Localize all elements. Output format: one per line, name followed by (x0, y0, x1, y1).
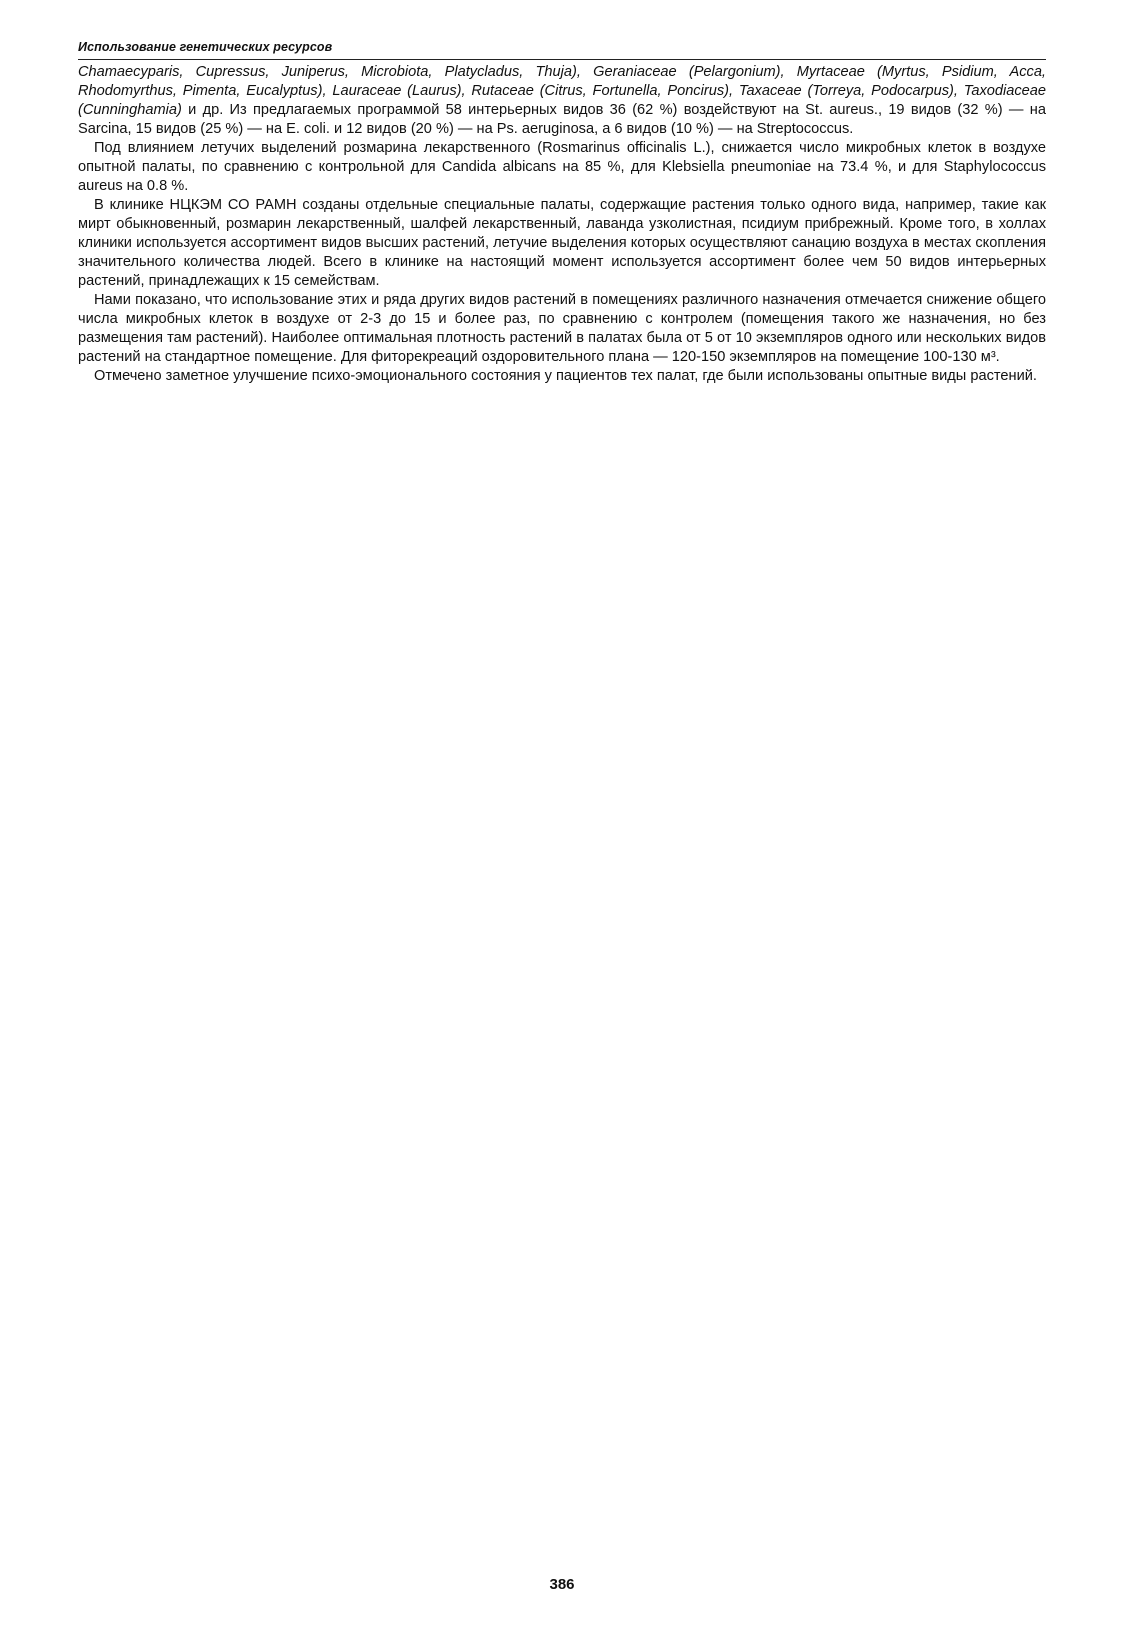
paragraph-5: Отмечено заметное улучшение психо-эмоционального состояния у пациентов тех палат, где были использованы опытные виды растений. (94, 368, 1037, 384)
paragraph-4: Нами показано, что использование этих и ряда других видов растений в помещениях различного назначения отмечается снижение общего числа микробных клеток в воздухе от 2-3 до 15 и более раз, по сравнению с контролем (помещения такого же назначения, но без размещения там растений). Наиболее оптимальная плотность растений в палатах была от 5 от 10 экземпляров одного или нескольких видов растений на стандартное помещение. Для фиторекреаций оздоровительного плана — 120-150 экземпляров на помещение 100-130 м³. (78, 292, 1046, 365)
page-number: 386 (549, 1576, 575, 1593)
paragraph-2: Под влиянием летучих выделений розмарина лекарственного (Rosmarinus officinalis L.), снижается число микробных клеток в воздухе опытной палаты, по сравнению с контрольной для Candida albicans на 85 %, для Klebsiella pneumoniae на 73.4 %, и для Staphylococcus aureus на 0.8 %. (78, 140, 1046, 194)
paragraph-1 (78, 63, 1046, 139)
running-header: Использование генетических ресурсов (78, 40, 333, 54)
paragraph-3: В клинике НЦКЭМ СО РАМН созданы отдельные специальные палаты, содержащие растения только одного вида, например, такие как мирт обыкновенный, розмарин лекарственный, шалфей лекарственный, лаванда узколистная, псидиум прибрежный. Кроме того, в холлах клиники используется ассортимент видов высших растений, летучие выделения которых осуществляют санацию воздуха в местах скопления значительного количества людей. Всего в клинике на настоящий момент используется ассортимент более чем 50 видов интерьерных растений, принадлежащих к 15 семействам. (78, 197, 1046, 289)
header-divider (78, 59, 1046, 60)
paragraph-1-text: и др. Из предлагаемых программой 58 интерьерных видов 36 (62 %) воздействуют на St. aureus., 19 видов (32 %) — на Sarcina, 15 видов (25 %) — на E. coli. и 12 видов (20 %) — на Ps. aeruginosa, а 6 видов (10 %) — на Streptococcus. (78, 102, 1046, 137)
body-text (78, 63, 1046, 386)
paragraph-1-latin-names: Chamaecyparis, Cupressus, Juniperus, Microbiota, Platycladus, Thuja), Geraniaceae (Pelargonium), Myrtaceae (Myrtus, Psidium, Acca, Rhodomyrthus, Pimenta, Eucalyptus), Lauraceae (Laurus), Rutaceae (Citrus, Fortunella, Poncirus), Taxaceae (Torreya, Podocarpus), Taxodiaceae (Cunninghamia) (78, 64, 1046, 118)
